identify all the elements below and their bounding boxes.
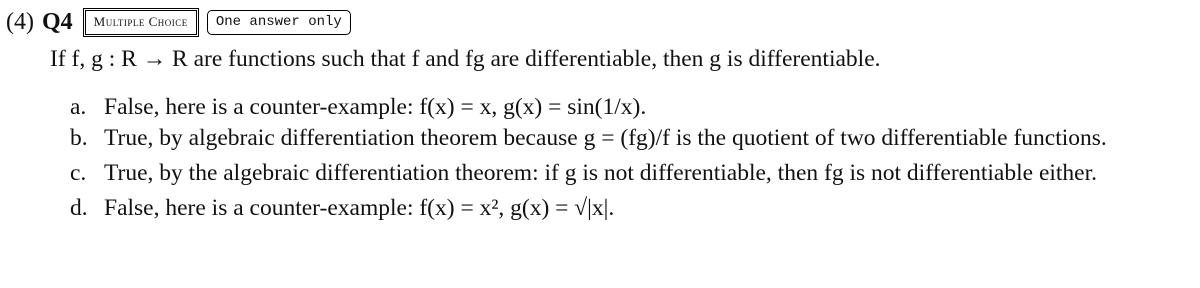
question-header <box>6 6 351 38</box>
choice-letter: d. <box>70 195 88 221</box>
question-stem: If f, g : R → R are functions such that f and fg are differentiable, then g is differentiable. <box>50 46 881 72</box>
choice-letter: a. <box>70 94 87 120</box>
choice-c[interactable] <box>70 158 1190 189</box>
choice-text: True, by the algebraic differentiation theorem: if g is not differentiable, then fg is not differentiable either. <box>104 160 1098 186</box>
choice-letter: c. <box>70 160 87 186</box>
choice-list <box>70 92 1190 224</box>
choice-letter: b. <box>70 125 88 151</box>
choice-a[interactable] <box>70 92 1190 123</box>
choice-b[interactable] <box>70 123 1190 154</box>
choice-text: False, here is a counter-example: f(x) = x, g(x) = sin(1/x). <box>104 94 647 120</box>
question-title: Q4 <box>41 8 73 35</box>
question-type-tag <box>83 8 199 37</box>
choice-d[interactable] <box>70 193 1190 224</box>
choice-text: False, here is a counter-example: f(x) = x², g(x) = √|x|. <box>104 195 615 221</box>
choice-text: True, by algebraic differentiation theorem because g = (fg)/f is the quotient of two differentiable functions. <box>104 125 1107 151</box>
question-type-label: Multiple Choice <box>93 13 188 29</box>
answer-mode-tag: One answer only <box>207 10 351 35</box>
question-number: (4) <box>6 8 34 35</box>
